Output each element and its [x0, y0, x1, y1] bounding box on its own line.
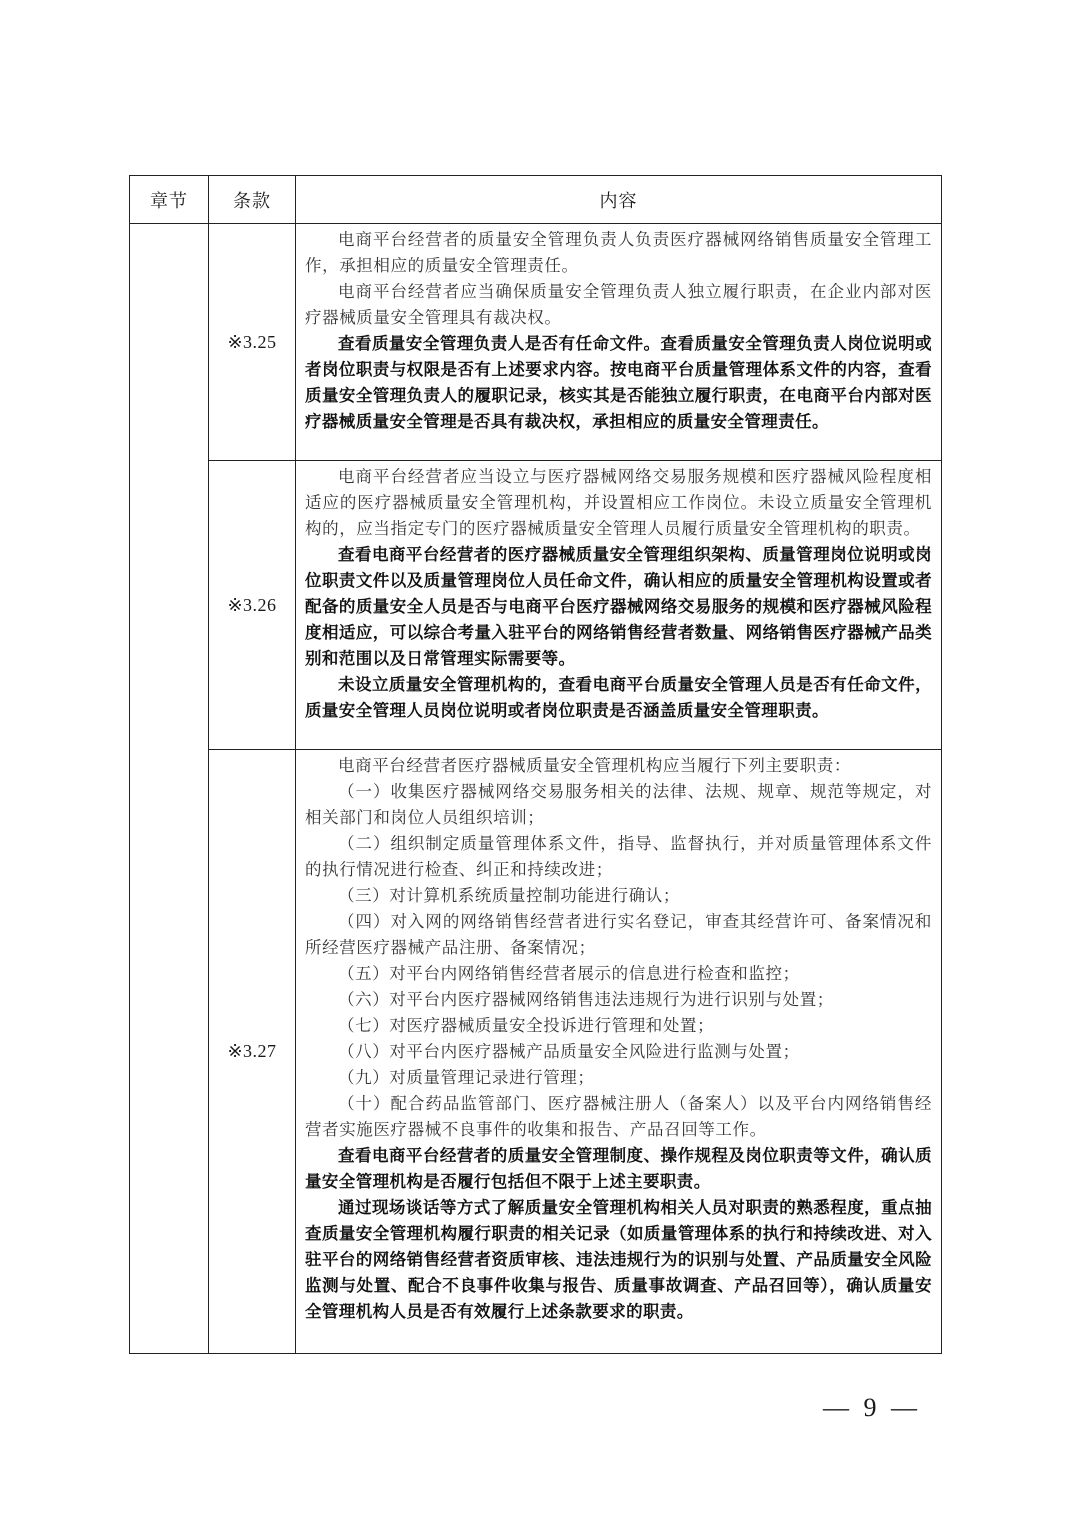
inspection-paragraph: 未设立质量安全管理机构的，查看电商平台质量安全管理人员是否有任命文件，质量安全管理人员岗位说明或者岗位职责是否涵盖质量安全管理职责。 [305, 675, 932, 720]
table-row [130, 224, 942, 461]
requirement-paragraph: 电商平台经营者医疗器械质量安全管理机构应当履行下列主要职责： [338, 756, 851, 775]
duty-item: （六）对平台内医疗器械网络销售违法违规行为进行识别与处置； [338, 990, 834, 1009]
inspection-paragraph: 查看质量安全管理负责人是否有任命文件。查看质量安全管理负责人岗位说明或者岗位职责与权限是否有上述要求内容。按电商平台质量管理体系文件的内容，查看质量安全管理负责人的履职记录，核实其是否能独立履行职责，在电商平台内部对医疗器械质量安全管理是否具有裁决权，承担相应的质量安全管理责任。 [305, 334, 932, 431]
duty-item: （九）对质量管理记录进行管理； [338, 1068, 595, 1087]
table-header-row [130, 176, 942, 224]
regulation-table [129, 175, 942, 1354]
duty-item: （四）对入网的网络销售经营者进行实名登记，审查其经营许可、备案情况和所经营医疗器械产品注册、备案情况； [305, 912, 932, 957]
clause-cell: ※3.25 [209, 224, 296, 461]
content-cell [296, 461, 942, 750]
page-number: — 9 — [823, 1393, 921, 1422]
content-cell [296, 224, 942, 461]
duty-item: （八）对平台内医疗器械产品质量安全风险进行监测与处置； [338, 1042, 800, 1061]
requirement-paragraph: 电商平台经营者应当设立与医疗器械网络交易服务规模和医疗器械风险程度相适应的医疗器械质量安全管理机构，并设置相应工作岗位。未设立质量安全管理机构的，应当指定专门的医疗器械质量安全管理人员履行质量安全管理机构的职责。 [305, 467, 932, 538]
duty-item: （十）配合药品监管部门、医疗器械注册人（备案人）以及平台内网络销售经营者实施医疗器械不良事件的收集和报告、产品召回等工作。 [305, 1094, 932, 1139]
clause-cell: ※3.26 [209, 461, 296, 750]
header-clause: 条款 [209, 176, 296, 224]
duty-item: （一）收集医疗器械网络交易服务相关的法律、法规、规章、规范等规定，对相关部门和岗位人员组织培训； [305, 782, 932, 827]
inspection-paragraph: 查看电商平台经营者的质量安全管理制度、操作规程及岗位职责等文件，确认质量安全管理机构是否履行包括但不限于上述主要职责。 [305, 1146, 932, 1191]
duty-item: （七）对医疗器械质量安全投诉进行管理和处置； [338, 1016, 715, 1035]
requirement-paragraph: 电商平台经营者的质量安全管理负责人负责医疗器械网络销售质量安全管理工作，承担相应的质量安全管理责任。 [305, 230, 932, 275]
duty-item: （二）组织制定质量管理体系文件，指导、监督执行，并对质量管理体系文件的执行情况进行检查、纠正和持续改进； [305, 834, 932, 879]
header-content: 内容 [296, 176, 942, 224]
duty-item: （三）对计算机系统质量控制功能进行确认； [338, 886, 680, 905]
clause-cell: ※3.27 [209, 750, 296, 1354]
header-chapter: 章节 [130, 176, 209, 224]
table-row [130, 750, 942, 1354]
content-cell [296, 750, 942, 1354]
inspection-paragraph: 通过现场谈话等方式了解质量安全管理机构相关人员对职责的熟悉程度，重点抽查质量安全管理机构履行职责的相关记录（如质量管理体系的执行和持续改进、对入驻平台的网络销售经营者资质审核、违法违规行为的识别与处置、产品质量安全风险监测与处置、配合不良事件收集与报告、质量事故调查、产品召回等），确认质量安全管理机构人员是否有效履行上述条款要求的职责。 [305, 1198, 932, 1321]
duty-item: （五）对平台内网络销售经营者展示的信息进行检查和监控； [338, 964, 800, 983]
requirement-paragraph: 电商平台经营者应当确保质量安全管理负责人独立履行职责，在企业内部对医疗器械质量安全管理具有裁决权。 [305, 282, 932, 327]
inspection-paragraph: 查看电商平台经营者的医疗器械质量安全管理组织架构、质量管理岗位说明或岗位职责文件以及质量管理岗位人员任命文件，确认相应的质量安全管理机构设置或者配备的质量安全人员是否与电商平台医疗器械网络交易服务的规模和医疗器械风险程度相适应，可以综合考量入驻平台的网络销售经营者数量、网络销售医疗器械产品类别和范围以及日常管理实际需要等。 [305, 545, 932, 668]
table-row [130, 461, 942, 750]
chapter-cell [130, 224, 209, 1354]
